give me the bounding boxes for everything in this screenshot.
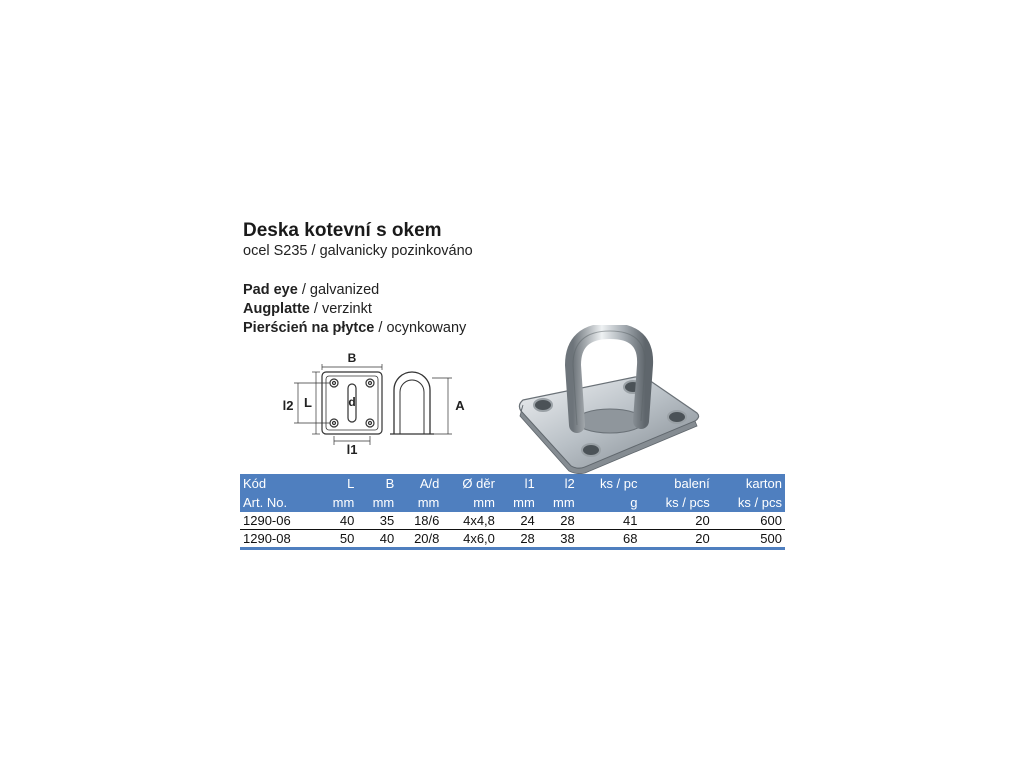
drawing-label-l2: l2 [282,398,294,413]
table-row [240,512,785,530]
drawing-label-a: A [455,398,465,413]
table-cell: 1290-08 [240,530,317,549]
table-cell: 40 [357,530,397,549]
table-cell: 4x4,8 [442,512,498,530]
table-cell: 20 [641,530,713,549]
table-cell: 20/8 [397,530,442,549]
table-cell: 28 [498,530,538,549]
col-unit: mm [513,495,535,510]
col-header: Kód [243,476,267,491]
drawing-label-l1: l1 [346,442,358,457]
table-cell: 500 [713,530,785,549]
name-english [243,282,379,298]
name-rest: / ocynkowany [374,320,467,336]
col-unit: mm [553,495,575,510]
specs-table [240,474,785,550]
name-polish [243,320,466,336]
table-cell: 35 [357,512,397,530]
col-header: ks / pc [599,476,638,491]
col-header: l2 [564,476,575,491]
table-cell: 18/6 [397,512,442,530]
table-cell: 600 [713,512,785,530]
col-unit: ks / pcs [665,495,710,510]
col-unit: ks / pcs [737,495,782,510]
col-header: Ø děr [462,476,495,491]
product-photo [515,325,705,475]
table-cell: 50 [317,530,357,549]
table-cell: 38 [538,530,578,549]
drawing-label-b: B [347,351,357,365]
drawing-label-l: L [304,395,312,410]
table-cell: 41 [578,512,641,530]
table-header-row [240,493,785,512]
col-header: B [385,476,395,491]
drawing-label-d: d [348,395,356,409]
table-cell: 24 [498,512,538,530]
name-rest: / verzinkt [309,301,372,317]
name-bold: Augplatte [243,301,310,317]
product-subtitle: ocel S235 / galvanicky pozinkováno [243,243,473,259]
product-title: Deska kotevní s okem [243,220,442,241]
table-cell: 40 [317,512,357,530]
col-unit: Art. No. [243,495,288,510]
col-header: karton [745,476,782,491]
col-unit: mm [332,495,355,510]
name-bold: Pierścień na płytce [243,320,375,336]
col-header: balení [674,476,710,491]
table-row [240,530,785,549]
col-unit: mm [473,495,495,510]
col-unit: mm [417,495,440,510]
table-cell: 20 [641,512,713,530]
col-header: A/d [419,476,440,491]
name-bold: Pad eye [243,282,298,298]
name-german [243,301,372,317]
name-rest: / galvanized [297,282,380,298]
table-cell: 68 [578,530,641,549]
col-header: l1 [524,476,535,491]
table-cell: 1290-06 [240,512,317,530]
col-header: L [347,476,355,491]
technical-drawing [282,350,472,460]
table-header-row [240,474,785,493]
col-unit: g [630,495,638,510]
col-unit: mm [372,495,395,510]
table-cell: 4x6,0 [442,530,498,549]
table-cell: 28 [538,512,578,530]
